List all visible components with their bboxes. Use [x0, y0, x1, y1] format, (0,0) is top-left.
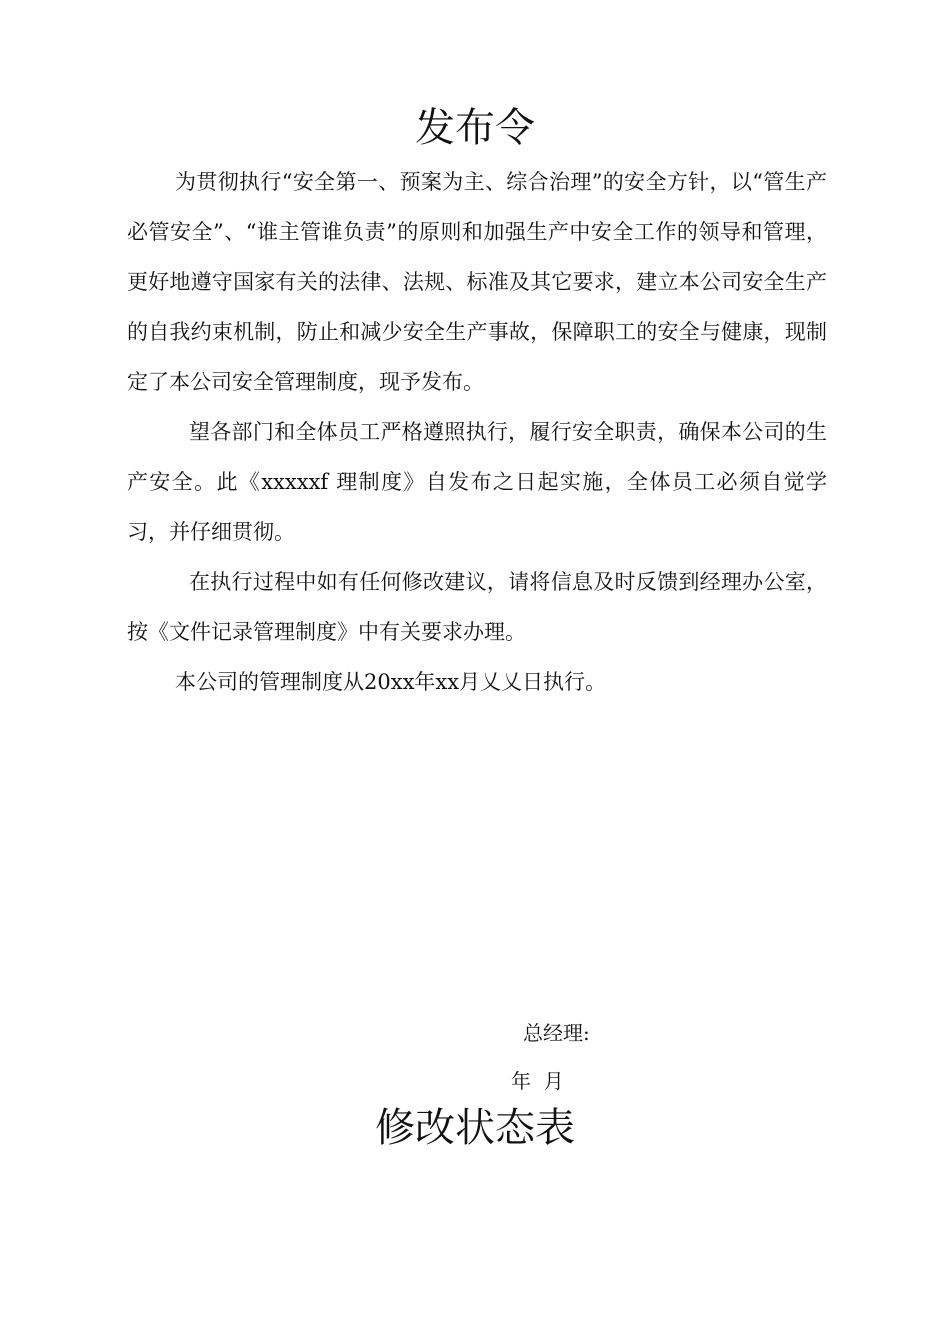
paragraph-block: [127, 157, 827, 407]
paragraph-feedback: 在执行过程中如有任何修改建议，请将信息及时反馈到经理办公室，按《文件记录管理制度》中有关要求办理。: [127, 570, 827, 644]
paragraph-block: [127, 407, 827, 557]
revision-status-title: 修改状态表: [375, 1105, 575, 1151]
paragraph-policy-intro: 为贯彻执行“安全第一、预案为主、综合治理”的安全方针，以“管生产必管安全”、“谁主管谁负责”的原则和加强生产中安全工作的领导和管理，更好地遵守国家有关的法律、法规、标准及其它要求，建立本公司安全生产的自我约束机制，防止和减少安全生产事故，保障职工的安全与健康，现制定了本公司安全管理制度，现予发布。: [127, 170, 827, 394]
document-title: 发布令: [415, 105, 535, 151]
paragraph-block: [127, 657, 827, 707]
paragraph-execution-request: 望各部门和全体员工严格遵照执行，履行安全职责，确保本公司的生产安全。此《xxxxxf 理制度》自发布之日起实施，全体员工必须自觉学习，并仔细贯彻。: [127, 420, 827, 544]
signature-date-label: 年 月: [511, 1069, 564, 1093]
paragraph-effective-date: 本公司的管理制度从20xx年xx月乂乂日执行。: [175, 670, 607, 694]
paragraph-block: [127, 557, 827, 657]
general-manager-signature-label: 总经理:: [523, 1021, 590, 1045]
